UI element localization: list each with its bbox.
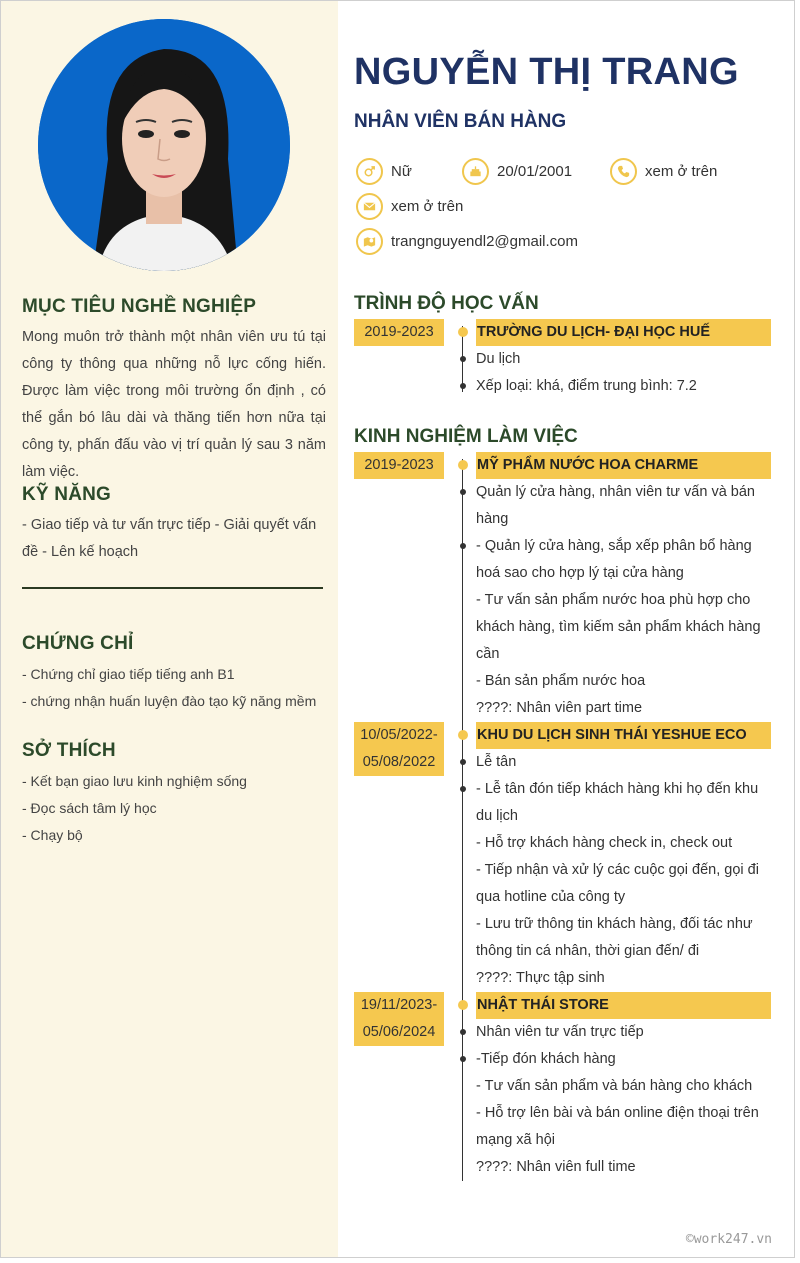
certificate-item: - chứng nhận huấn luyện đào tạo kỹ năng mềm: [22, 693, 317, 709]
address-value: xem ở trên: [391, 198, 464, 215]
experience-line: khách hàng, tìm kiếm sản phẩm khách hàng: [476, 619, 761, 635]
contact-email: [356, 228, 578, 255]
bullet-dot: [460, 786, 466, 792]
hobby-item: - Chạy bộ: [22, 827, 83, 843]
experience-line: ????: Nhân viên full time: [476, 1159, 636, 1175]
experience-line: - Hỗ trợ lên bài và bán online điện thoại trên: [476, 1105, 759, 1121]
contact-phone: [610, 158, 717, 185]
objective-title: MỤC TIÊU NGHỀ NGHIỆP: [22, 296, 257, 317]
experience-date: [354, 722, 444, 776]
timeline-dot: [458, 327, 468, 337]
certificate-item: - Chứng chỉ giao tiếp tiếng anh B1: [22, 666, 235, 682]
email-value[interactable]: trangnguyendl2@gmail.com: [391, 233, 578, 250]
bullet-dot: [460, 489, 466, 495]
bullet-dot: [460, 759, 466, 765]
date-start: 10/05/2022-: [360, 727, 438, 743]
experience-line: - Tư vấn sản phẩm nước hoa phù hợp cho: [476, 592, 751, 608]
experience-line: - Lễ tân đón tiếp khách hàng khi họ đến khu: [476, 781, 759, 797]
experience-line: Nhân viên tư vấn trực tiếp: [476, 1024, 644, 1040]
education-date: 2019-2023: [354, 319, 444, 346]
company-name: KHU DU LỊCH SINH THÁI YESHUE ECO: [476, 722, 771, 749]
phone-value: xem ở trên: [645, 163, 718, 180]
candidate-name: NGUYỄN THỊ TRANG: [354, 51, 739, 93]
experience-line: ????: Nhân viên part time: [476, 700, 643, 716]
experience-line: -Tiếp đón khách hàng: [476, 1051, 616, 1067]
experience-line: cần: [476, 646, 500, 662]
experience-line: - Hỗ trợ khách hàng check in, check out: [476, 835, 733, 851]
experience-line: - Bán sản phẩm nước hoa: [476, 673, 646, 689]
job-title: NHÂN VIÊN BÁN HÀNG: [354, 111, 567, 132]
timeline-dot: [458, 460, 468, 470]
experience-line: Lễ tân: [476, 754, 517, 770]
experience-timeline: [462, 459, 463, 1181]
contact-birthdate: [462, 158, 572, 185]
experience-line: - Lưu trữ thông tin khách hàng, đối tác như: [476, 916, 753, 932]
bullet-dot: [460, 1056, 466, 1062]
company-name: NHẬT THÁI STORE: [476, 992, 771, 1019]
experience-title: KINH NGHIỆM LÀM VIỆC: [354, 426, 578, 447]
timeline-dot: [458, 730, 468, 740]
hobbies-title: SỞ THÍCH: [22, 740, 116, 761]
objective-text: Mong muôn trở thành một nhân viên ưu tú tại công ty thông qua những nỗ lực cống hiến. Được làm việc trong môi trường ổn định , có thể gắn bó lâu dài và thăng tiến hơn nữa tại công ty, phấn đấu vào vị trí quản lý sau 3 năm làm việc.: [22, 329, 326, 480]
experience-line: du lịch: [476, 808, 518, 824]
experience-line: qua hotline của công ty: [476, 889, 626, 905]
hobby-item: - Đọc sách tâm lý học: [22, 800, 157, 816]
school-name: TRƯỜNG DU LỊCH- ĐẠI HỌC HUẾ: [476, 319, 771, 346]
company-name: MỸ PHẨM NƯỚC HOA CHARME: [476, 452, 771, 479]
date-start: 19/11/2023-: [360, 997, 438, 1013]
contact-gender: [356, 158, 412, 185]
certificates-title: CHỨNG CHỈ: [22, 633, 134, 654]
experience-line: - Tư vấn sản phẩm và bán hàng cho khách: [476, 1078, 753, 1094]
bullet-dot: [460, 543, 466, 549]
education-title: TRÌNH ĐỘ HỌC VẤN: [354, 293, 539, 314]
bullet-dot: [460, 1029, 466, 1035]
date-end: 05/06/2024: [362, 1024, 436, 1040]
bullet-dot: [460, 383, 466, 389]
gender-value: Nữ: [391, 163, 412, 180]
envelope-icon: [356, 193, 383, 220]
education-line: Du lịch: [476, 351, 521, 367]
experience-line: ????: Thực tập sinh: [476, 970, 605, 986]
portrait-illustration: [38, 19, 290, 271]
birthdate-value: 20/01/2001: [497, 163, 573, 180]
certificates-list: [22, 661, 326, 715]
experience-date: [354, 992, 444, 1046]
education-line: Xếp loại: khá, điểm trung bình: 7.2: [476, 378, 697, 394]
experience-line: - Tiếp nhận và xử lý các cuộc gọi đến, gọi đi: [476, 862, 759, 878]
gender-icon: [356, 158, 383, 185]
phone-icon: [610, 158, 637, 185]
experience-line: mạng xã hội: [476, 1132, 555, 1148]
experience-date: 2019-2023: [354, 452, 444, 479]
experience-line: thông tin cá nhân, thời gian đến/ đi: [476, 943, 700, 959]
hobbies-list: [22, 768, 326, 849]
experience-line: hoá sao cho hợp lý tại cửa hàng: [476, 565, 684, 581]
bullet-dot: [460, 356, 466, 362]
experience-line: Quản lý cửa hàng, nhân viên tư vấn và bán: [476, 484, 755, 500]
map-pin-icon: [356, 228, 383, 255]
experience-line: - Quản lý cửa hàng, sắp xếp phân bổ hàng: [476, 538, 752, 554]
sidebar-divider: [22, 587, 323, 589]
experience-line: hàng: [476, 511, 509, 527]
birthday-cake-icon: [462, 158, 489, 185]
sidebar: [1, 1, 338, 1257]
hobby-item: - Kết bạn giao lưu kinh nghiệm sống: [22, 773, 247, 789]
profile-photo: [38, 19, 290, 271]
skills-title: KỸ NĂNG: [22, 484, 112, 505]
timeline-dot: [458, 1000, 468, 1010]
contact-address: [356, 193, 463, 220]
skills-text: - Giao tiếp và tư vấn trực tiếp - Giải quyết vấn đề - Lên kế hoạch: [22, 517, 317, 560]
footer-brand[interactable]: ©work247.vn: [685, 1232, 772, 1247]
date-end: 05/08/2022: [362, 754, 436, 770]
